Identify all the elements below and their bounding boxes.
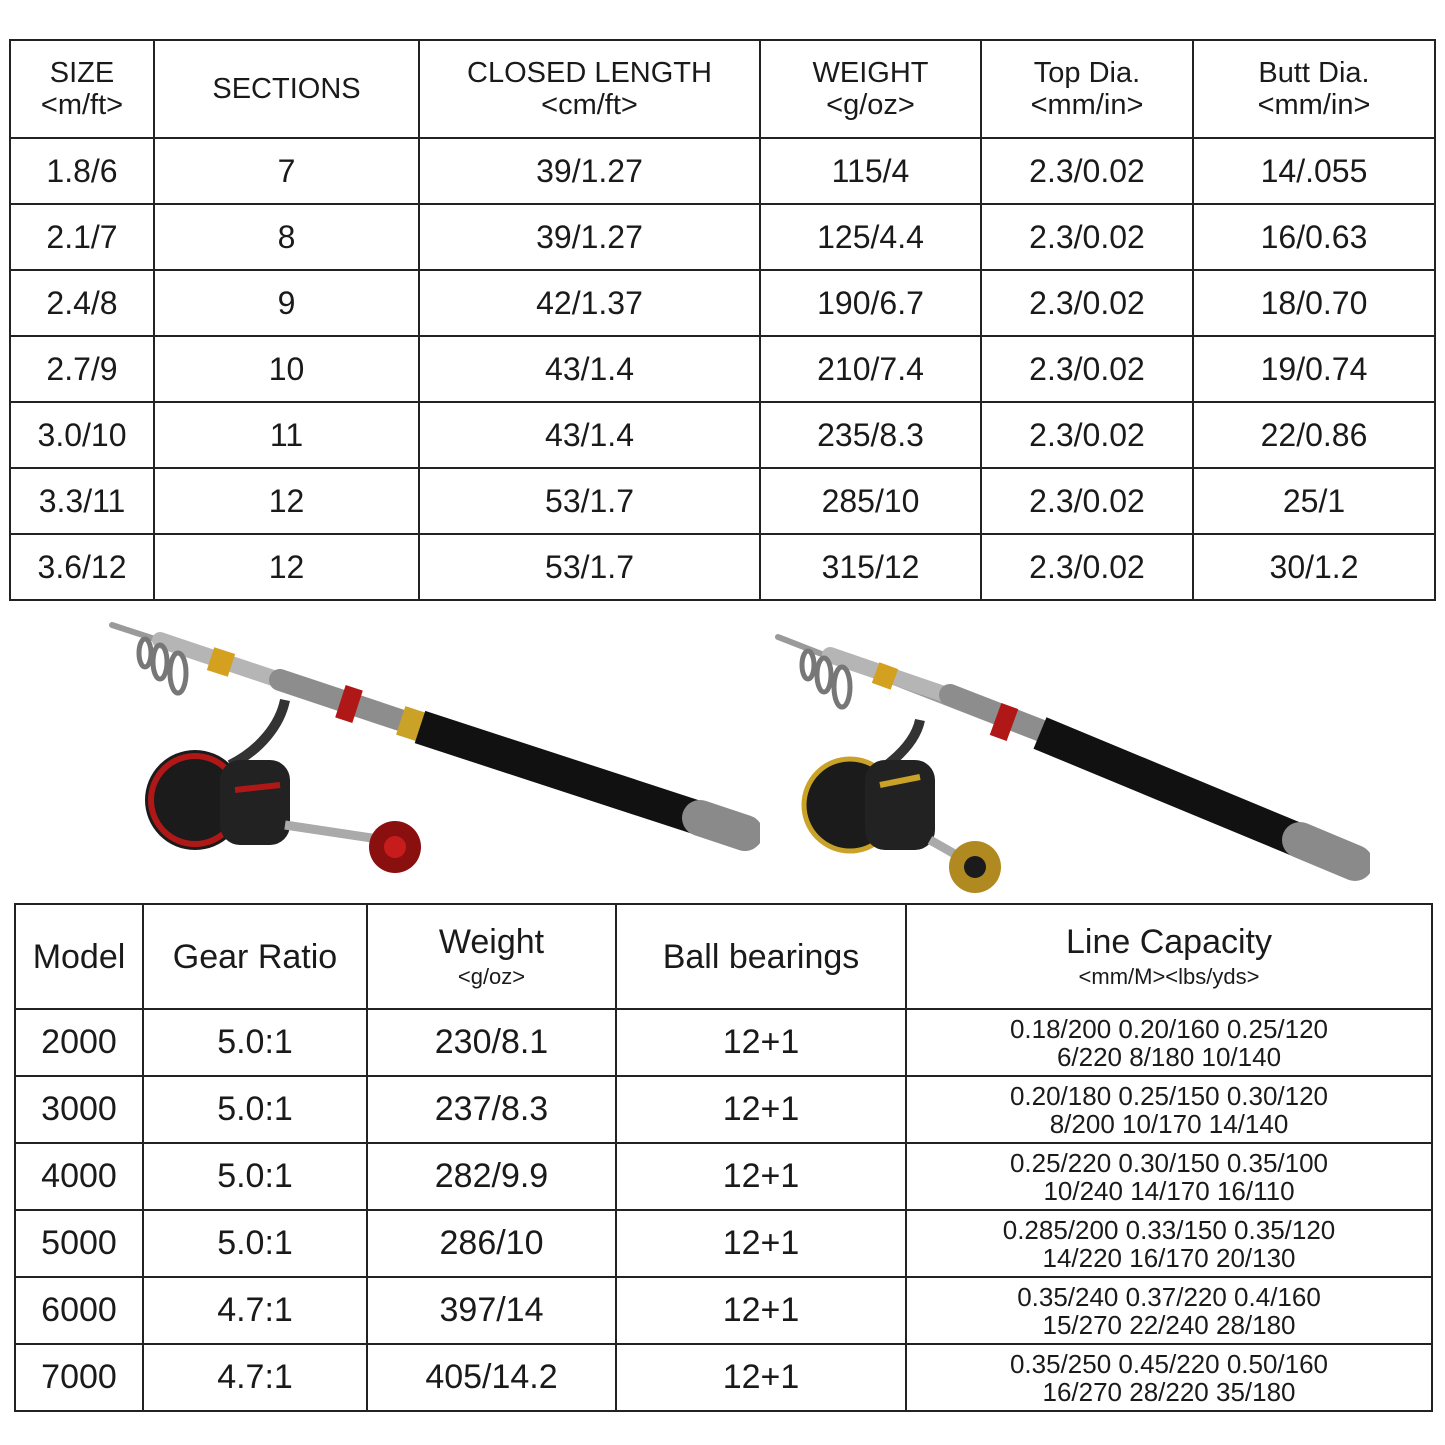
table-cell: 3.6/12 bbox=[10, 534, 154, 600]
reel-bearings-cell: 12+1 bbox=[616, 1009, 906, 1076]
rod-col-header-label: WEIGHT bbox=[812, 57, 929, 89]
reel-col-header bbox=[143, 904, 367, 1009]
table-cell: 210/7.4 bbox=[760, 336, 981, 402]
table-cell: 3.0/10 bbox=[10, 402, 154, 468]
rod-col-header-label: Top Dia. bbox=[1033, 57, 1141, 89]
line-capacity-lbs: 16/270 28/220 35/180 bbox=[1042, 1376, 1296, 1407]
reel-spec-table bbox=[14, 903, 1433, 1412]
table-cell: 22/0.86 bbox=[1193, 402, 1435, 468]
reel-table-body bbox=[15, 1009, 1432, 1411]
line-capacity-mm: 0.18/200 0.20/160 0.25/120 bbox=[1009, 1013, 1329, 1044]
reel-bearings-cell: 12+1 bbox=[616, 1344, 906, 1411]
reel-bearings-cell: 12+1 bbox=[616, 1210, 906, 1277]
table-cell: 115/4 bbox=[760, 138, 981, 204]
table-cell: 12 bbox=[154, 468, 419, 534]
table-cell: 7 bbox=[154, 138, 419, 204]
table-cell: 25/1 bbox=[1193, 468, 1435, 534]
reel-line-capacity-cell bbox=[906, 1277, 1432, 1344]
reel-col-header bbox=[367, 904, 616, 1009]
reel-line-capacity-cell bbox=[906, 1076, 1432, 1143]
reel-col-header-label: Weight bbox=[438, 922, 545, 961]
table-cell: 2.3/0.02 bbox=[981, 534, 1193, 600]
reel-col-header-unit: <g/oz> bbox=[457, 963, 526, 989]
reel-col-header-label: Line Capacity bbox=[1065, 922, 1272, 961]
line-capacity-mm: 0.35/250 0.45/220 0.50/160 bbox=[1009, 1348, 1329, 1379]
red-spinning-reel bbox=[145, 700, 421, 873]
table-cell: 125/4.4 bbox=[760, 204, 981, 270]
table-cell: 14/.055 bbox=[1193, 138, 1435, 204]
line-capacity-mm: 0.35/240 0.37/220 0.4/160 bbox=[1017, 1281, 1321, 1312]
reel-gear-cell: 4.7:1 bbox=[143, 1277, 367, 1344]
table-cell: 53/1.7 bbox=[419, 534, 760, 600]
table-cell: 315/12 bbox=[760, 534, 981, 600]
table-row bbox=[10, 468, 1435, 534]
rod-col-header-unit: <g/oz> bbox=[826, 89, 915, 121]
reel-gear-cell: 5.0:1 bbox=[143, 1009, 367, 1076]
table-cell: 2.3/0.02 bbox=[981, 204, 1193, 270]
table-row bbox=[10, 336, 1435, 402]
reel-col-header-label: Model bbox=[32, 937, 126, 976]
reel-model-cell: 3000 bbox=[15, 1076, 143, 1143]
rod-col-header-label: Butt Dia. bbox=[1258, 57, 1370, 89]
table-cell: 18/0.70 bbox=[1193, 270, 1435, 336]
table-row bbox=[15, 1344, 1432, 1411]
rod-col-header-label: SECTIONS bbox=[212, 73, 361, 105]
reel-gear-cell: 5.0:1 bbox=[143, 1143, 367, 1210]
table-cell: 8 bbox=[154, 204, 419, 270]
reel-weight-cell: 237/8.3 bbox=[367, 1076, 616, 1143]
table-cell: 2.4/8 bbox=[10, 270, 154, 336]
reel-col-header-label: Gear Ratio bbox=[172, 937, 338, 976]
rod-col-header-unit: <m/ft> bbox=[40, 89, 124, 121]
table-cell: 43/1.4 bbox=[419, 402, 760, 468]
rod-col-header-label: SIZE bbox=[49, 57, 115, 89]
reel-line-capacity-cell bbox=[906, 1009, 1432, 1076]
rod-col-header bbox=[419, 40, 760, 138]
line-capacity-lbs: 8/200 10/170 14/140 bbox=[1049, 1108, 1289, 1139]
reel-bearings-cell: 12+1 bbox=[616, 1143, 906, 1210]
reel-gear-cell: 5.0:1 bbox=[143, 1210, 367, 1277]
rod-col-header bbox=[981, 40, 1193, 138]
table-row bbox=[15, 1277, 1432, 1344]
line-capacity-mm: 0.20/180 0.25/150 0.30/120 bbox=[1009, 1080, 1329, 1111]
rod-col-header bbox=[760, 40, 981, 138]
reel-weight-cell: 282/9.9 bbox=[367, 1143, 616, 1210]
reel-weight-cell: 286/10 bbox=[367, 1210, 616, 1277]
reel-col-header bbox=[906, 904, 1432, 1009]
reel-line-capacity-cell bbox=[906, 1210, 1432, 1277]
rod-col-header bbox=[154, 40, 419, 138]
table-cell: 9 bbox=[154, 270, 419, 336]
table-row bbox=[10, 270, 1435, 336]
line-capacity-lbs: 10/240 14/170 16/110 bbox=[1043, 1175, 1295, 1206]
line-capacity-mm: 0.285/200 0.33/150 0.35/120 bbox=[1002, 1214, 1336, 1245]
reel-weight-cell: 405/14.2 bbox=[367, 1344, 616, 1411]
rod-spec-table bbox=[9, 39, 1436, 601]
table-cell: 2.3/0.02 bbox=[981, 336, 1193, 402]
table-row bbox=[10, 204, 1435, 270]
table-cell: 12 bbox=[154, 534, 419, 600]
table-row bbox=[15, 1009, 1432, 1076]
rod-header-row bbox=[10, 40, 1435, 138]
table-cell: 16/0.63 bbox=[1193, 204, 1435, 270]
table-cell: 2.1/7 bbox=[10, 204, 154, 270]
table-cell: 2.7/9 bbox=[10, 336, 154, 402]
table-row bbox=[10, 534, 1435, 600]
reel-gear-cell: 5.0:1 bbox=[143, 1076, 367, 1143]
table-cell: 3.3/11 bbox=[10, 468, 154, 534]
reel-model-cell: 7000 bbox=[15, 1344, 143, 1411]
reel-model-cell: 6000 bbox=[15, 1277, 143, 1344]
gold-reel-rod-photo bbox=[770, 625, 1370, 895]
table-cell: 10 bbox=[154, 336, 419, 402]
line-capacity-mm: 0.25/220 0.30/150 0.35/100 bbox=[1009, 1147, 1329, 1178]
table-cell: 2.3/0.02 bbox=[981, 138, 1193, 204]
red-reel-rod-photo bbox=[100, 615, 760, 880]
reel-col-header bbox=[616, 904, 906, 1009]
rod-table-body bbox=[10, 138, 1435, 600]
table-cell: 39/1.27 bbox=[419, 204, 760, 270]
reel-bearings-cell: 12+1 bbox=[616, 1277, 906, 1344]
reel-weight-cell: 397/14 bbox=[367, 1277, 616, 1344]
reel-line-capacity-cell bbox=[906, 1143, 1432, 1210]
reel-header-row bbox=[15, 904, 1432, 1009]
reel-gear-cell: 4.7:1 bbox=[143, 1344, 367, 1411]
line-capacity-lbs: 6/220 8/180 10/140 bbox=[1056, 1041, 1282, 1072]
reel-weight-cell: 230/8.1 bbox=[367, 1009, 616, 1076]
reel-col-header-label: Ball bearings bbox=[662, 937, 860, 976]
table-cell: 43/1.4 bbox=[419, 336, 760, 402]
rod-col-header-unit: <cm/ft> bbox=[541, 89, 638, 121]
table-cell: 2.3/0.02 bbox=[981, 270, 1193, 336]
reel-model-cell: 2000 bbox=[15, 1009, 143, 1076]
rod-col-header-unit: <mm/in> bbox=[1257, 89, 1371, 121]
table-cell: 53/1.7 bbox=[419, 468, 760, 534]
line-capacity-lbs: 14/220 16/170 20/130 bbox=[1042, 1242, 1296, 1273]
rod-col-header bbox=[10, 40, 154, 138]
table-cell: 285/10 bbox=[760, 468, 981, 534]
table-cell: 2.3/0.02 bbox=[981, 468, 1193, 534]
table-cell: 235/8.3 bbox=[760, 402, 981, 468]
table-cell: 1.8/6 bbox=[10, 138, 154, 204]
reel-line-capacity-cell bbox=[906, 1344, 1432, 1411]
table-cell: 11 bbox=[154, 402, 419, 468]
reel-model-cell: 5000 bbox=[15, 1210, 143, 1277]
reel-col-header-unit: <mm/M><lbs/yds> bbox=[1078, 963, 1260, 989]
table-row bbox=[15, 1210, 1432, 1277]
table-cell: 19/0.74 bbox=[1193, 336, 1435, 402]
table-row bbox=[10, 402, 1435, 468]
table-cell: 39/1.27 bbox=[419, 138, 760, 204]
table-cell: 190/6.7 bbox=[760, 270, 981, 336]
rod-col-header bbox=[1193, 40, 1435, 138]
gold-spinning-reel bbox=[802, 720, 1001, 893]
reel-model-cell: 4000 bbox=[15, 1143, 143, 1210]
table-row bbox=[10, 138, 1435, 204]
rod-col-header-unit: <mm/in> bbox=[1030, 89, 1144, 121]
reel-bearings-cell: 12+1 bbox=[616, 1076, 906, 1143]
table-cell: 42/1.37 bbox=[419, 270, 760, 336]
table-cell: 30/1.2 bbox=[1193, 534, 1435, 600]
table-row bbox=[15, 1076, 1432, 1143]
table-cell: 2.3/0.02 bbox=[981, 402, 1193, 468]
rod-col-header-label: CLOSED LENGTH bbox=[467, 57, 712, 89]
table-row bbox=[15, 1143, 1432, 1210]
line-capacity-lbs: 15/270 22/240 28/180 bbox=[1042, 1309, 1296, 1340]
reel-col-header bbox=[15, 904, 143, 1009]
